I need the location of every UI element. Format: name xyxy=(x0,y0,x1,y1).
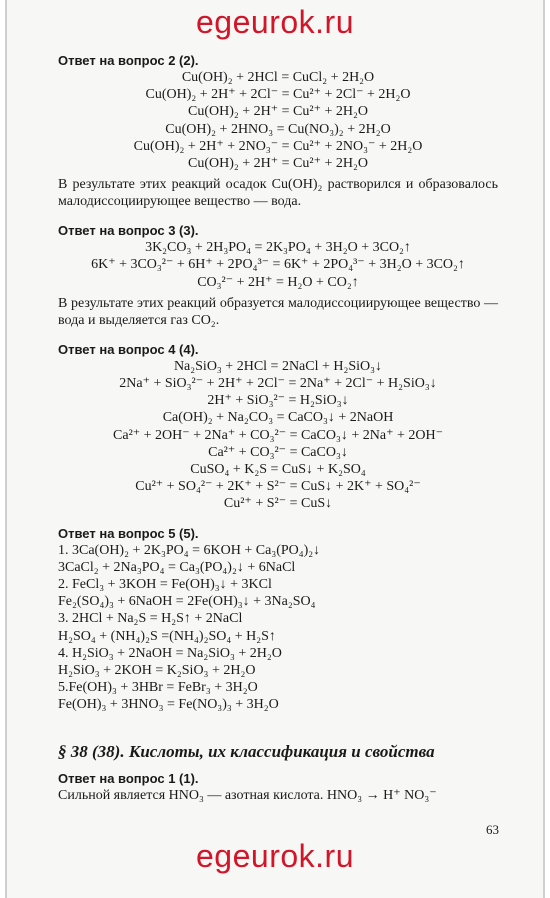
equation: 2H⁺ + SiO₃²⁻ = H₂SiO₃↓ xyxy=(207,393,349,409)
equation: Cu(OH)₂ + 2H⁺ + 2NO₃⁻ = Cu²⁺ + 2NO₃⁻ + 2H₂O xyxy=(133,138,423,154)
equation: 6K⁺ + 3CO₃²⁻ + 6H⁺ + 2PO₄³⁻ = 6K⁺ + 2PO₄³⁻ + 3H₂O + 3CO₂↑ xyxy=(91,257,465,273)
paragraph-section-q1: Сильной является HNO₃ — азотная кислота. HNO₃ → H⁺ NO₃⁻ xyxy=(58,787,437,803)
equation: Cu²⁺ + S²⁻ = CuS↓ xyxy=(223,496,333,512)
watermark-top: egeurok.ru xyxy=(196,4,354,40)
watermark-bottom: egeurok.ru xyxy=(196,838,354,874)
equation: 3. 2HCl + Na₂S = H₂S↑ + 2NaCl xyxy=(58,611,243,627)
equation: Na₂SiO₃ + 2HCl = 2NaCl + H₂SiO₃↓ xyxy=(173,358,383,374)
equation: Cu(OH)₂ + 2H⁺ + 2Cl⁻ = Cu²⁺ + 2Cl⁻ + 2H₂O xyxy=(145,87,411,103)
equation: 3K₂CO₃ + 2H₃PO₄ = 2K₃PO₄ + 3H₂O + 3CO₂↑ xyxy=(145,240,411,256)
equation: 2Na⁺ + SiO₃²⁻ + 2H⁺ + 2Cl⁻ = 2Na⁺ + 2Cl⁻ + H₂SiO₃↓ xyxy=(119,376,437,392)
page-content xyxy=(58,48,498,804)
equation: 1. 3Ca(OH)₂ + 2K₃PO₄ = 6KOH + Ca₃(PO₄)₂↓ xyxy=(58,542,321,558)
equations-q3 xyxy=(58,239,498,291)
paragraph-q2: В результате этих реакций осадок Cu(OH)₂ растворился и образовалось малодиссоциирующее вещество — вода. xyxy=(58,177,498,210)
equation: CuSO₄ + K₂S = CuS↓ + K₂SO₄ xyxy=(190,462,366,478)
equation: Cu(OH)₂ + 2H⁺ = Cu²⁺ + 2H₂O xyxy=(188,104,368,120)
equation: Cu(OH)₂ + 2H⁺ = Cu²⁺ + 2H₂O xyxy=(188,156,368,172)
equation: Fe(OH)₃ + 3HNO₃ = Fe(NO₃)₃ + 3H₂O xyxy=(58,697,279,713)
answer-heading-q2: Ответ на вопрос 2 (2). xyxy=(58,53,199,68)
equation: Ca²⁺ + 2OH⁻ + 2Na⁺ + CO₃²⁻ = CaCO₃↓ + 2Na⁺ + 2OH⁻ xyxy=(113,427,443,443)
equation: Cu(OH)₂ + 2HNO₃ = Cu(NO₃)₂ + 2H₂O xyxy=(165,121,391,137)
equation: Ca(OH)₂ + Na₂CO₃ = CaCO₃↓ + 2NaOH xyxy=(162,410,394,426)
equation: 4. H₂SiO₃ + 2NaOH = Na₂SiO₃ + 2H₂O xyxy=(58,645,282,661)
paragraph-q3: В результате этих реакций образуется малодиссоциирующее вещество — вода и выделяется газ CO₂. xyxy=(58,295,498,328)
equation: H₂SiO₃ + 2KOH = K₂SiO₃ + 2H₂O xyxy=(58,663,256,679)
equation: CO₃²⁻ + 2H⁺ = H₂O + CO₂↑ xyxy=(197,274,359,290)
equations-q2 xyxy=(58,69,498,172)
equation: Ca²⁺ + CO₃²⁻ = CaCO₃↓ xyxy=(208,444,348,460)
equation: 5.Fe(OH)₃ + 3HBr = FeBr₃ + 3H₂O xyxy=(58,680,258,696)
answer-heading-q5: Ответ на вопрос 5 (5). xyxy=(58,525,199,541)
equation: H₂SO₄ + (NH₄)₂S =(NH₄)₂SO₄ + H₂S↑ xyxy=(58,628,276,644)
equations-q5 xyxy=(58,542,498,714)
equation: Cu²⁺ + SO₄²⁻ + 2K⁺ + S²⁻ = CuS↓ + 2K⁺ + SO₄²⁻ xyxy=(135,479,421,495)
equation: Cu(OH)₂ + 2HCl = CuCl₂ + 2H₂O xyxy=(181,70,375,85)
page-number: 63 xyxy=(486,822,499,837)
answer-heading-q3: Ответ на вопрос 3 (3). xyxy=(58,223,199,239)
answer-heading-q4: Ответ на вопрос 4 (4). xyxy=(58,341,199,357)
equations-q4 xyxy=(58,358,498,513)
section-title: § 38 (38). Кислоты, их классификация и свойства xyxy=(58,741,435,761)
equation: 2. FeCl₃ + 3KOH = Fe(OH)₃↓ + 3KCl xyxy=(58,577,272,593)
answer-heading-section-q1: Ответ на вопрос 1 (1). xyxy=(58,770,199,786)
equation: 3CaCl₂ + 2Na₃PO₄ = Ca₃(PO₄)₂↓ + 6NaCl xyxy=(58,559,296,575)
equation: Fe₂(SO₄)₃ + 6NaOH = 2Fe(OH)₃↓ + 3Na₂SO₄ xyxy=(58,594,316,610)
